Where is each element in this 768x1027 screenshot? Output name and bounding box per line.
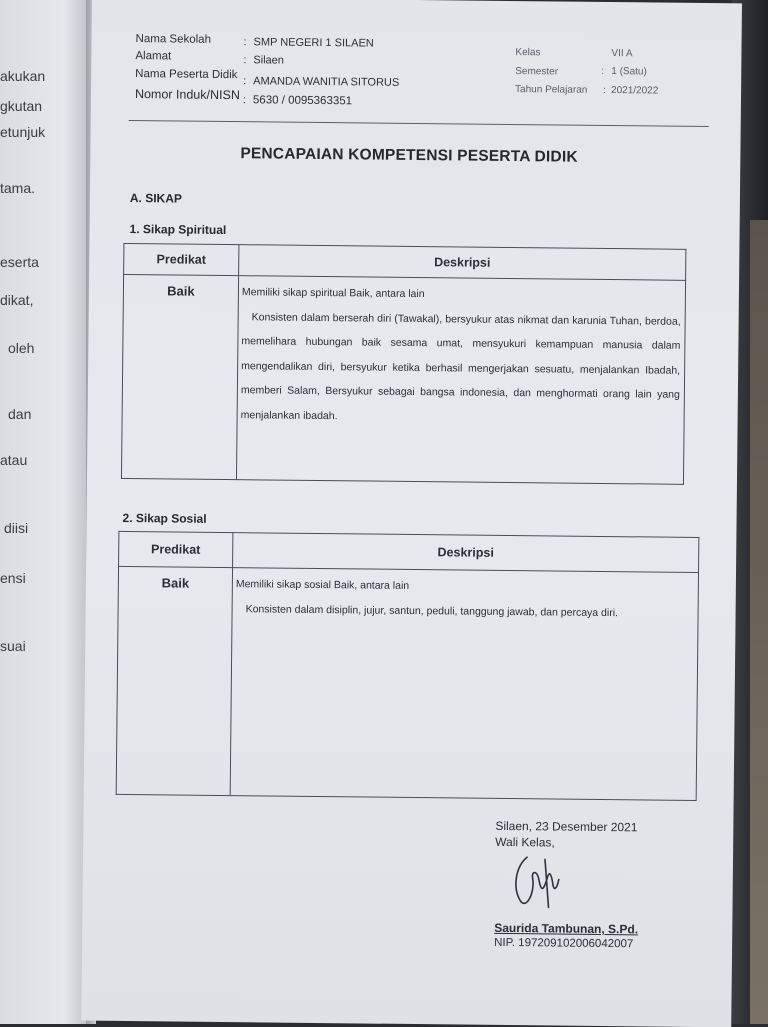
header-value: SMP NEGERI 1 SILAEN [253, 36, 374, 50]
column-header-predikat: Predikat [124, 243, 239, 275]
header-separator: : [601, 65, 605, 77]
description-text: Konsisten dalam disiplin, jujur, santun, peduli, tanggung jawab, dan percaya diri. [245, 602, 619, 619]
left-page-word: etunjuk [0, 124, 46, 140]
left-page-word: gkutan [0, 98, 43, 114]
page-title: PENCAPAIAN KOMPETENSI PESERTA DIDIK [240, 145, 578, 166]
table-row [116, 566, 698, 800]
header-label: Kelas [515, 47, 541, 59]
header-separator: : [242, 94, 247, 107]
left-page-word: oleh [8, 340, 35, 356]
signature-place-date: Silaen, 23 Desember 2021 [495, 818, 638, 835]
subsection-heading: 1. Sikap Spiritual [129, 222, 227, 238]
left-page-word: tama. [0, 180, 36, 196]
header-separator: : [243, 36, 247, 49]
section-heading: A. SIKAP [129, 191, 182, 206]
header-value: 5630 / 0095363351 [252, 94, 353, 108]
signature-role: Wali Kelas, [495, 834, 555, 850]
header-separator: : [603, 84, 606, 96]
table-row [121, 274, 685, 484]
report-page [81, 0, 742, 1027]
left-page [0, 0, 92, 1024]
description-cell [236, 276, 685, 485]
social-attitude-table [116, 531, 700, 801]
column-header-deskripsi: Deskripsi [233, 533, 699, 573]
left-page-word: akukan [0, 68, 46, 84]
header-value: VII A [611, 48, 633, 60]
header-label: Nomor Induk/NISN [134, 87, 240, 103]
column-header-deskripsi: Deskripsi [239, 245, 686, 281]
predikat-value: Baik [121, 274, 238, 479]
signer-name: Saurida Tambunan, S.Pd. [494, 920, 639, 937]
signature-block [494, 819, 639, 950]
header-value: 2021/2022 [611, 85, 659, 97]
header-label: Alamat [135, 50, 172, 63]
left-page-word: dikat, [0, 292, 34, 308]
left-page-word: dan [8, 406, 32, 422]
signer-nip: NIP. 197209102006042007 [494, 936, 634, 951]
description-cell [230, 568, 698, 801]
spiritual-attitude-table [121, 243, 686, 485]
header-label: Nama Sekolah [135, 33, 212, 46]
header-value: 1 (Satu) [611, 66, 647, 78]
left-page-word: diisi [4, 520, 29, 536]
header-separator: : [243, 54, 247, 67]
column-header-predikat: Predikat [119, 531, 233, 567]
description-text: Konsisten dalam berserah diri (Tawakal), bersyukur atas nikmat dan karunia Tuhan, berdoa, memelihara hubungan baik sesama umat, mensyukuri kemampuan manusia dalam mengendalikan diri, bersyukur ketika berhasil mengerjakan sesuatu, menjalankan Ibadah, memberi Salam, Bersyukur sebagai bangsa indonesia, dan menghormati orang lain yang menjalankan ibadah. [240, 310, 681, 422]
header-label: Semester [515, 66, 559, 78]
table-header-row [119, 531, 699, 572]
left-page-word: suai [0, 638, 26, 654]
description-intro: Memiliki sikap spiritual Baik, antara lain [241, 286, 425, 301]
left-page-word: atau [0, 452, 28, 468]
left-page-word: eserta [0, 254, 39, 270]
header-value: Silaen [253, 54, 284, 67]
predikat-value: Baik [116, 566, 232, 795]
header-value: AMANDA WANITIA SITORUS [253, 75, 400, 89]
handwritten-signature [504, 849, 585, 920]
header-divider [129, 120, 709, 127]
header-label: Nama Peserta Didik [135, 68, 238, 82]
left-page-word: ensi [0, 570, 26, 586]
subsection-heading: 2. Sikap Sosial [122, 510, 207, 526]
description-intro: Memiliki sikap sosial Baik, antara lain [235, 578, 410, 592]
background-surface [750, 220, 768, 1024]
header-separator: : [243, 75, 247, 88]
header-label: Tahun Pelajaran [515, 84, 588, 96]
